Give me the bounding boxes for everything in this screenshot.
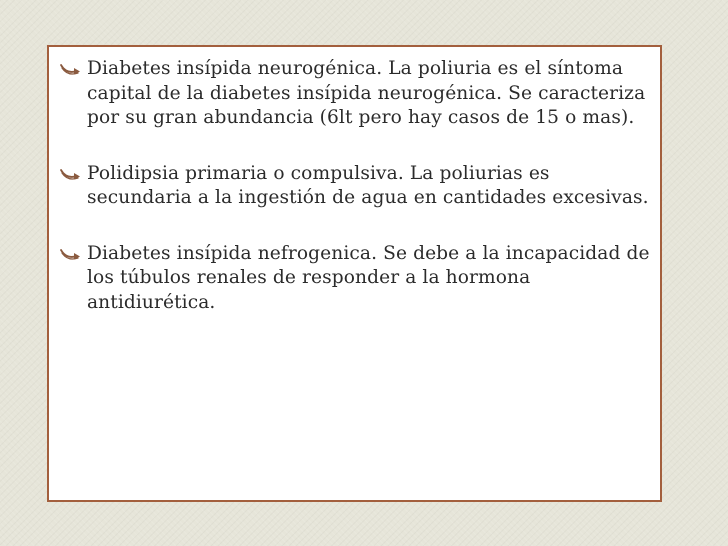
bullet-item xyxy=(59,57,655,131)
curved-arrow-bullet-icon xyxy=(59,248,83,261)
content-frame xyxy=(47,45,662,502)
bullet-text: Diabetes insípida neurogénica. La poliuria es el síntoma capital de la diabetes insípida neurogénica. Se caracteriza por su gran abundancia (6lt pero hay casos de 15 o mas). xyxy=(87,58,646,128)
curved-arrow-bullet-icon xyxy=(59,63,83,76)
bullet-text: Polidipsia primaria o compulsiva. La poliurias es secundaria a la ingestión de agua en cantidades excesivas. xyxy=(87,162,649,208)
curved-arrow-bullet-icon xyxy=(59,168,83,181)
bullet-item xyxy=(59,242,655,316)
bullet-text: Diabetes insípida nefrogenica. Se debe a la incapacidad de los túbulos renales de responder a la hormona antidiurética. xyxy=(87,242,650,313)
bullet-item xyxy=(59,162,655,211)
bullet-list xyxy=(59,57,655,346)
